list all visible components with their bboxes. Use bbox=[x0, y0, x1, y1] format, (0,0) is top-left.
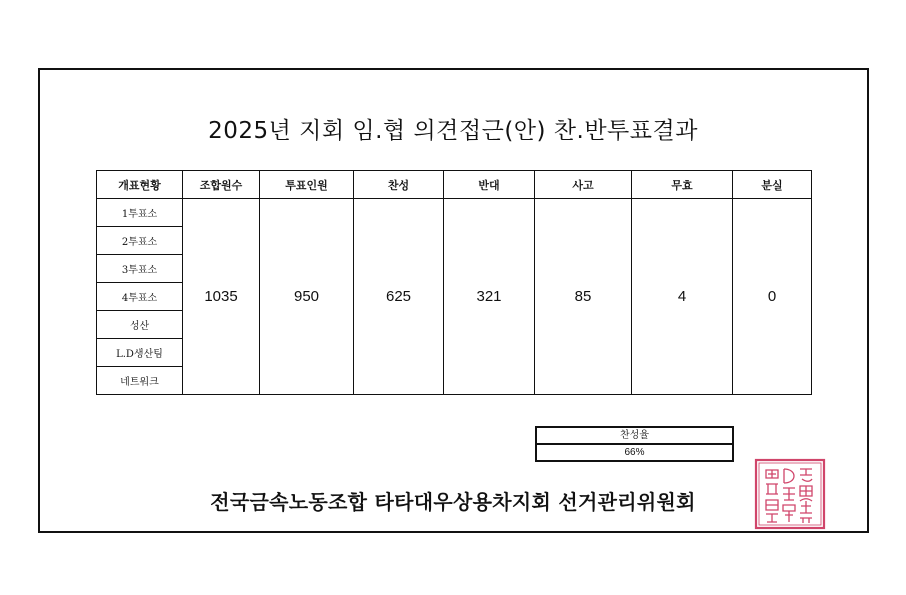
header-no: 반대 bbox=[444, 171, 535, 199]
header-count-status: 개표현황 bbox=[97, 171, 183, 199]
accident-value: 85 bbox=[535, 199, 632, 395]
vote-results-table bbox=[96, 170, 812, 395]
no-value: 321 bbox=[444, 199, 535, 395]
approval-rate-value: 66% bbox=[624, 447, 645, 458]
header-invalid: 무효 bbox=[632, 171, 733, 199]
document-title: 2025년 지회 임.협 의견접근(안) 찬.반투표결과 bbox=[208, 118, 698, 144]
approval-rate-label: 찬성율 bbox=[537, 428, 732, 445]
station-cell: 3투표소 bbox=[97, 255, 183, 283]
station-cell: 성산 bbox=[97, 311, 183, 339]
issuer-name: 전국금속노동조합 타타대우상용차지회 선거관리위원회 bbox=[210, 490, 696, 514]
yes-value: 625 bbox=[354, 199, 444, 395]
header-yes: 찬성 bbox=[354, 171, 444, 199]
station-cell: 4투표소 bbox=[97, 283, 183, 311]
station-cell: 1투표소 bbox=[97, 199, 183, 227]
lost-value: 0 bbox=[733, 199, 812, 395]
approval-rate-box bbox=[535, 426, 734, 462]
seal-stamp-icon bbox=[754, 458, 826, 530]
header-accident: 사고 bbox=[535, 171, 632, 199]
members-value: 1035 bbox=[183, 199, 260, 395]
table-row bbox=[97, 199, 812, 227]
header-voters: 투표인원 bbox=[260, 171, 354, 199]
invalid-value: 4 bbox=[632, 199, 733, 395]
voters-value: 950 bbox=[260, 199, 354, 395]
station-cell: L.D생산팀 bbox=[97, 339, 183, 367]
table-header-row bbox=[97, 171, 812, 199]
station-cell: 2투표소 bbox=[97, 227, 183, 255]
station-cell: 네트워크 bbox=[97, 367, 183, 395]
header-lost: 분실 bbox=[733, 171, 812, 199]
header-members: 조합원수 bbox=[183, 171, 260, 199]
